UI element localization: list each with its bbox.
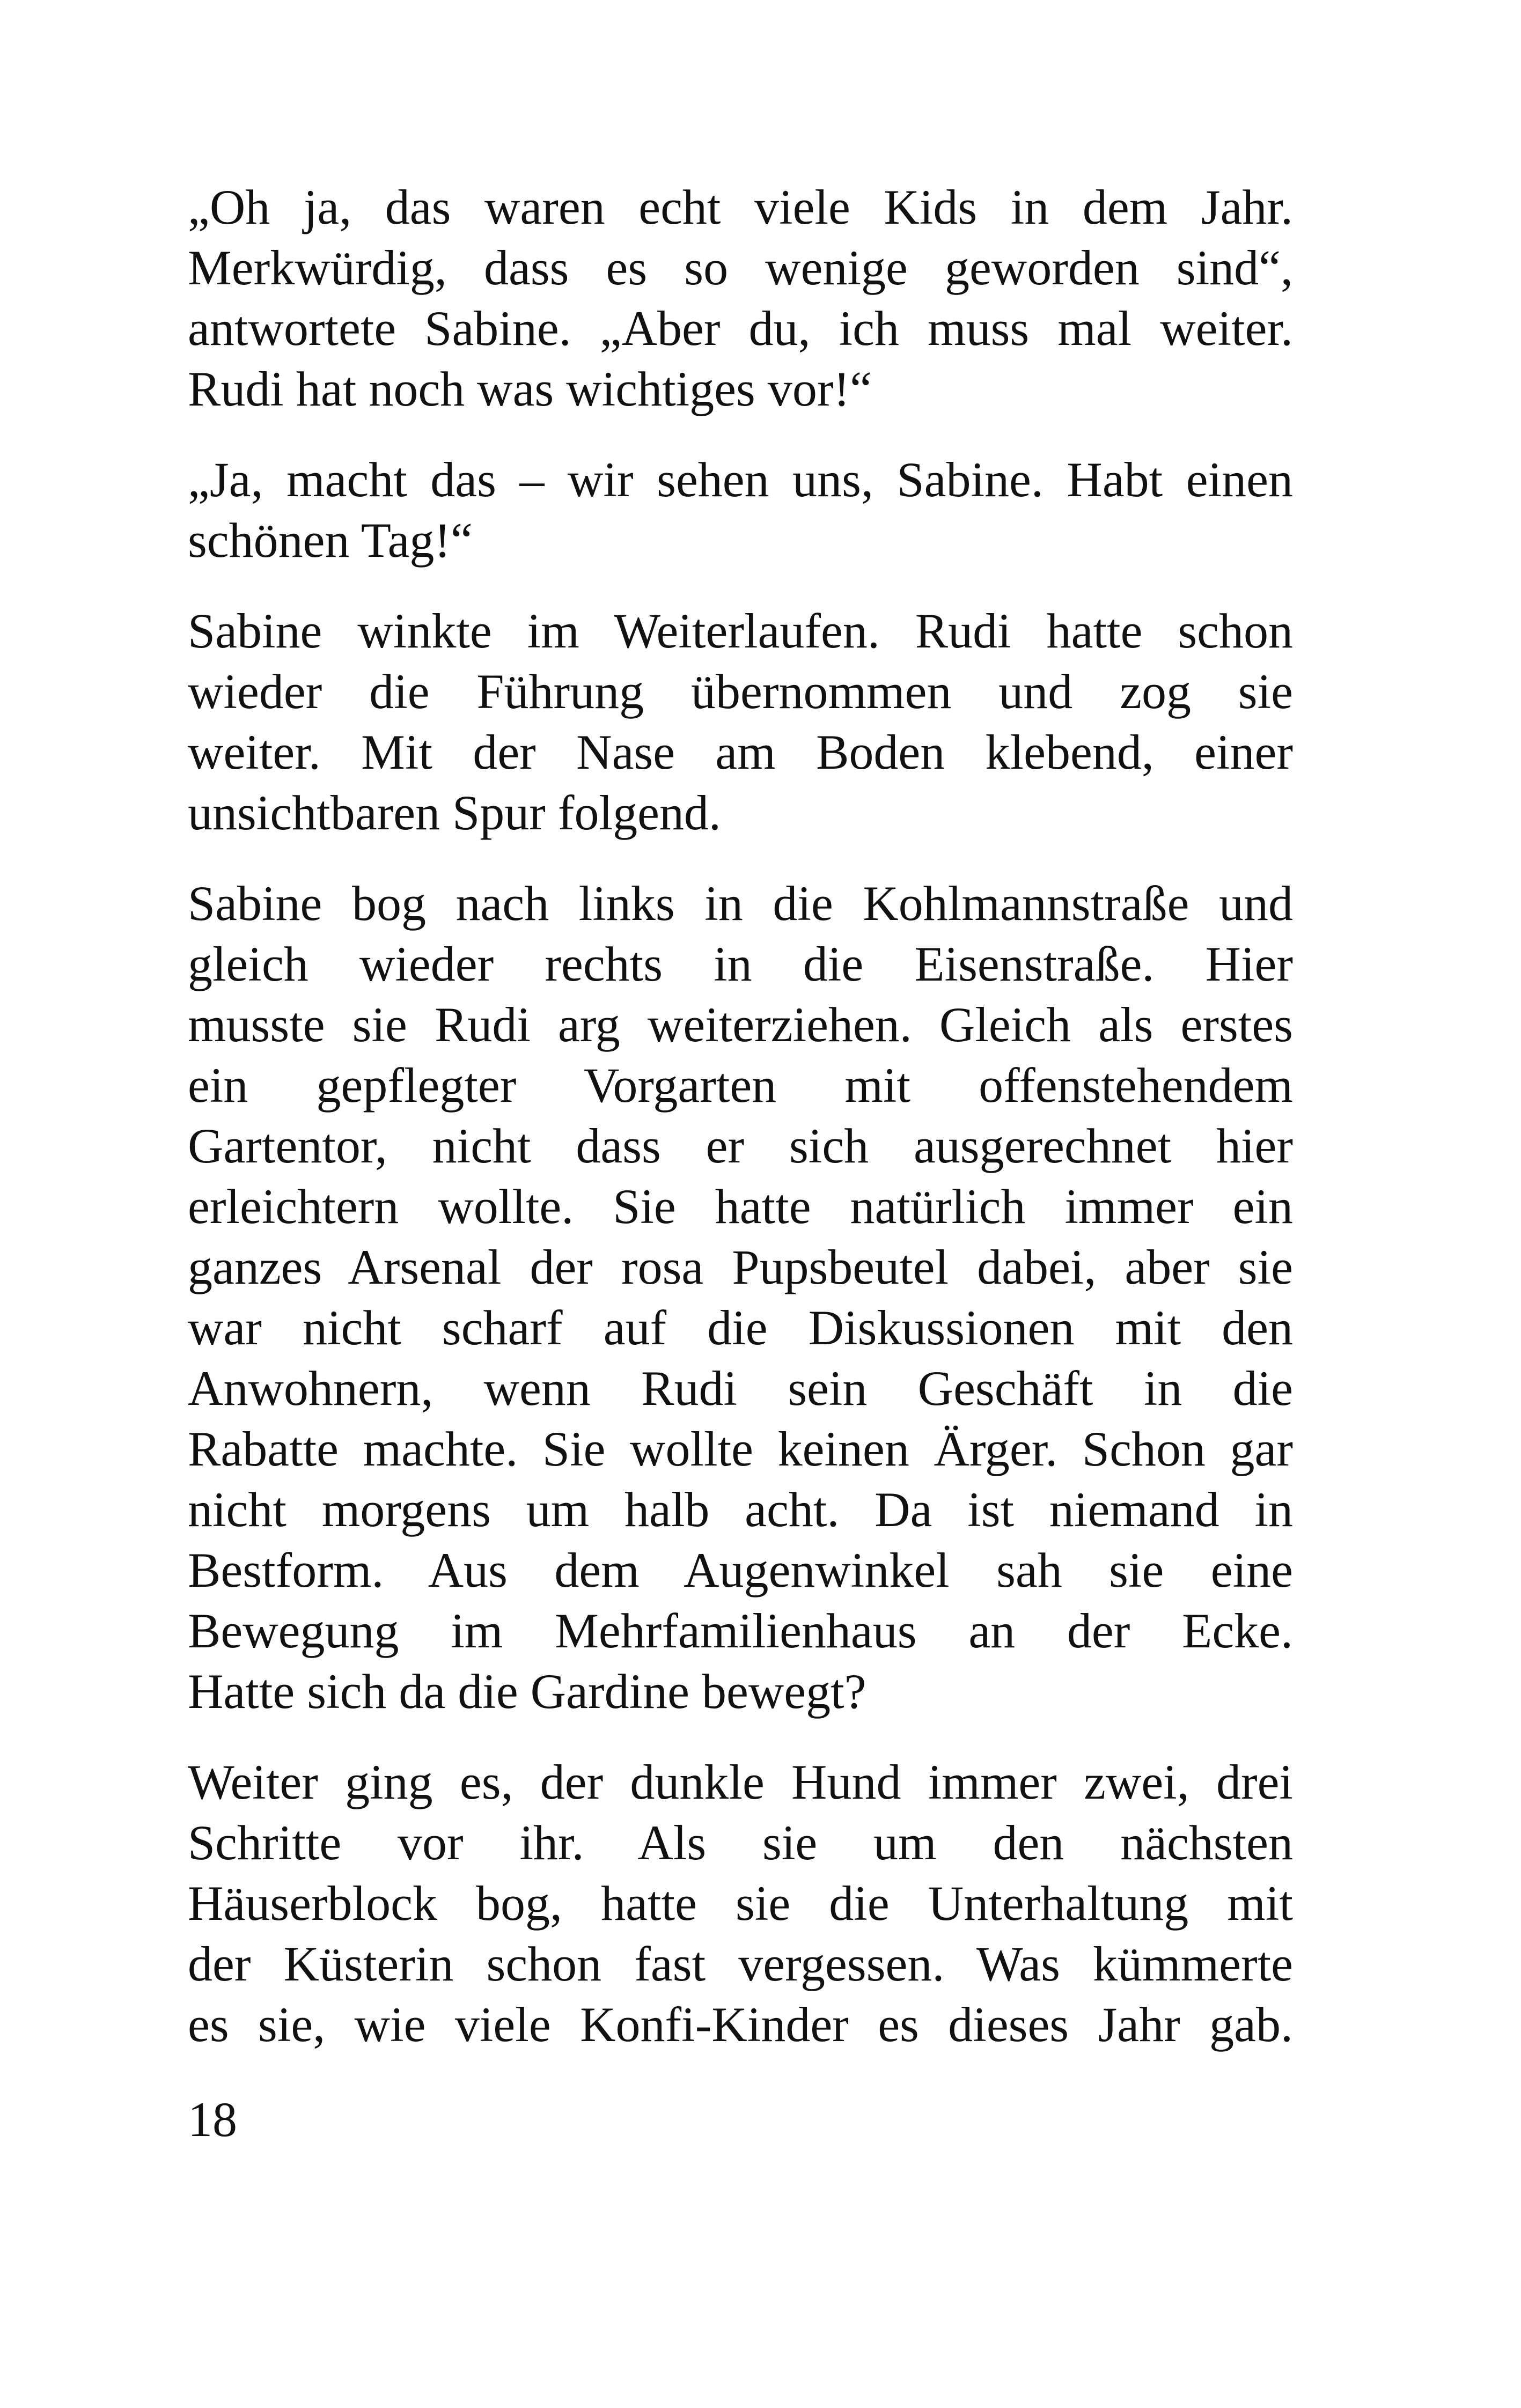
text-line: wieder die Führung übernommen und zog sie <box>188 664 1293 719</box>
text-line: Rudi hat noch was wichtiges vor!“ <box>188 362 872 416</box>
text-line: „Oh ja, das waren echt viele Kids in dem Jahr. <box>188 180 1293 234</box>
text-line: Bewegung im Mehrfamilienhaus an der Ecke. <box>188 1603 1293 1658</box>
text-line: erleichtern wollte. Sie hatte natürlich immer ein <box>188 1179 1293 1234</box>
text-line: der Küsterin schon fast vergessen. Was kümmerte <box>188 1936 1293 1991</box>
text-line: antwortete Sabine. „Aber du, ich muss mal weiter. <box>188 301 1293 356</box>
paragraph-2 <box>188 450 1293 571</box>
text-line: Sabine winkte im Weiterlaufen. Rudi hatte schon <box>188 603 1293 658</box>
text-line: schönen Tag!“ <box>188 513 473 568</box>
text-line: Häuserblock bog, hatte sie die Unterhaltung mit <box>188 1876 1293 1931</box>
page-body <box>188 177 1293 2085</box>
paragraph-5 <box>188 1752 1293 2055</box>
text-line: Gartentor, nicht dass er sich ausgerechnet hier <box>188 1118 1293 1173</box>
paragraph-3 <box>188 601 1293 843</box>
text-line: Weiter ging es, der dunkle Hund immer zwei, drei <box>188 1755 1293 1809</box>
text-line: weiter. Mit der Nase am Boden klebend, einer <box>188 725 1293 779</box>
text-line: unsichtbaren Spur folgend. <box>188 785 721 840</box>
text-line: es sie, wie viele Konfi-Kinder es dieses Jahr gab. <box>188 1997 1293 2052</box>
text-line: Sabine bog nach links in die Kohlmannstraße und <box>188 876 1293 931</box>
text-line: ein gepflegter Vorgarten mit offenstehendem <box>188 1058 1293 1113</box>
text-line: gleich wieder rechts in die Eisenstraße. Hier <box>188 937 1293 991</box>
text-line: Schritte vor ihr. Als sie um den nächsten <box>188 1815 1293 1870</box>
text-line: „Ja, macht das – wir sehen uns, Sabine. Habt einen <box>188 452 1293 507</box>
text-line: ganzes Arsenal der rosa Pupsbeutel dabei, aber sie <box>188 1240 1293 1294</box>
page-number: 18 <box>188 2092 237 2147</box>
text-line: war nicht scharf auf die Diskussionen mit den <box>188 1300 1293 1355</box>
text-line: nicht morgens um halb acht. Da ist niemand in <box>188 1482 1293 1537</box>
paragraph-1 <box>188 177 1293 419</box>
text-line: Rabatte machte. Sie wollte keinen Ärger. Schon gar <box>188 1422 1293 1476</box>
text-line: Anwohnern, wenn Rudi sein Geschäft in die <box>188 1361 1293 1416</box>
paragraph-4 <box>188 873 1293 1722</box>
text-line: Hatte sich da die Gardine bewegt? <box>188 1664 866 1719</box>
text-line: Merkwürdig, dass es so wenige geworden sind“, <box>188 240 1293 295</box>
text-line: musste sie Rudi arg weiterziehen. Gleich als erstes <box>188 997 1293 1052</box>
text-line: Bestform. Aus dem Augenwinkel sah sie eine <box>188 1543 1293 1597</box>
